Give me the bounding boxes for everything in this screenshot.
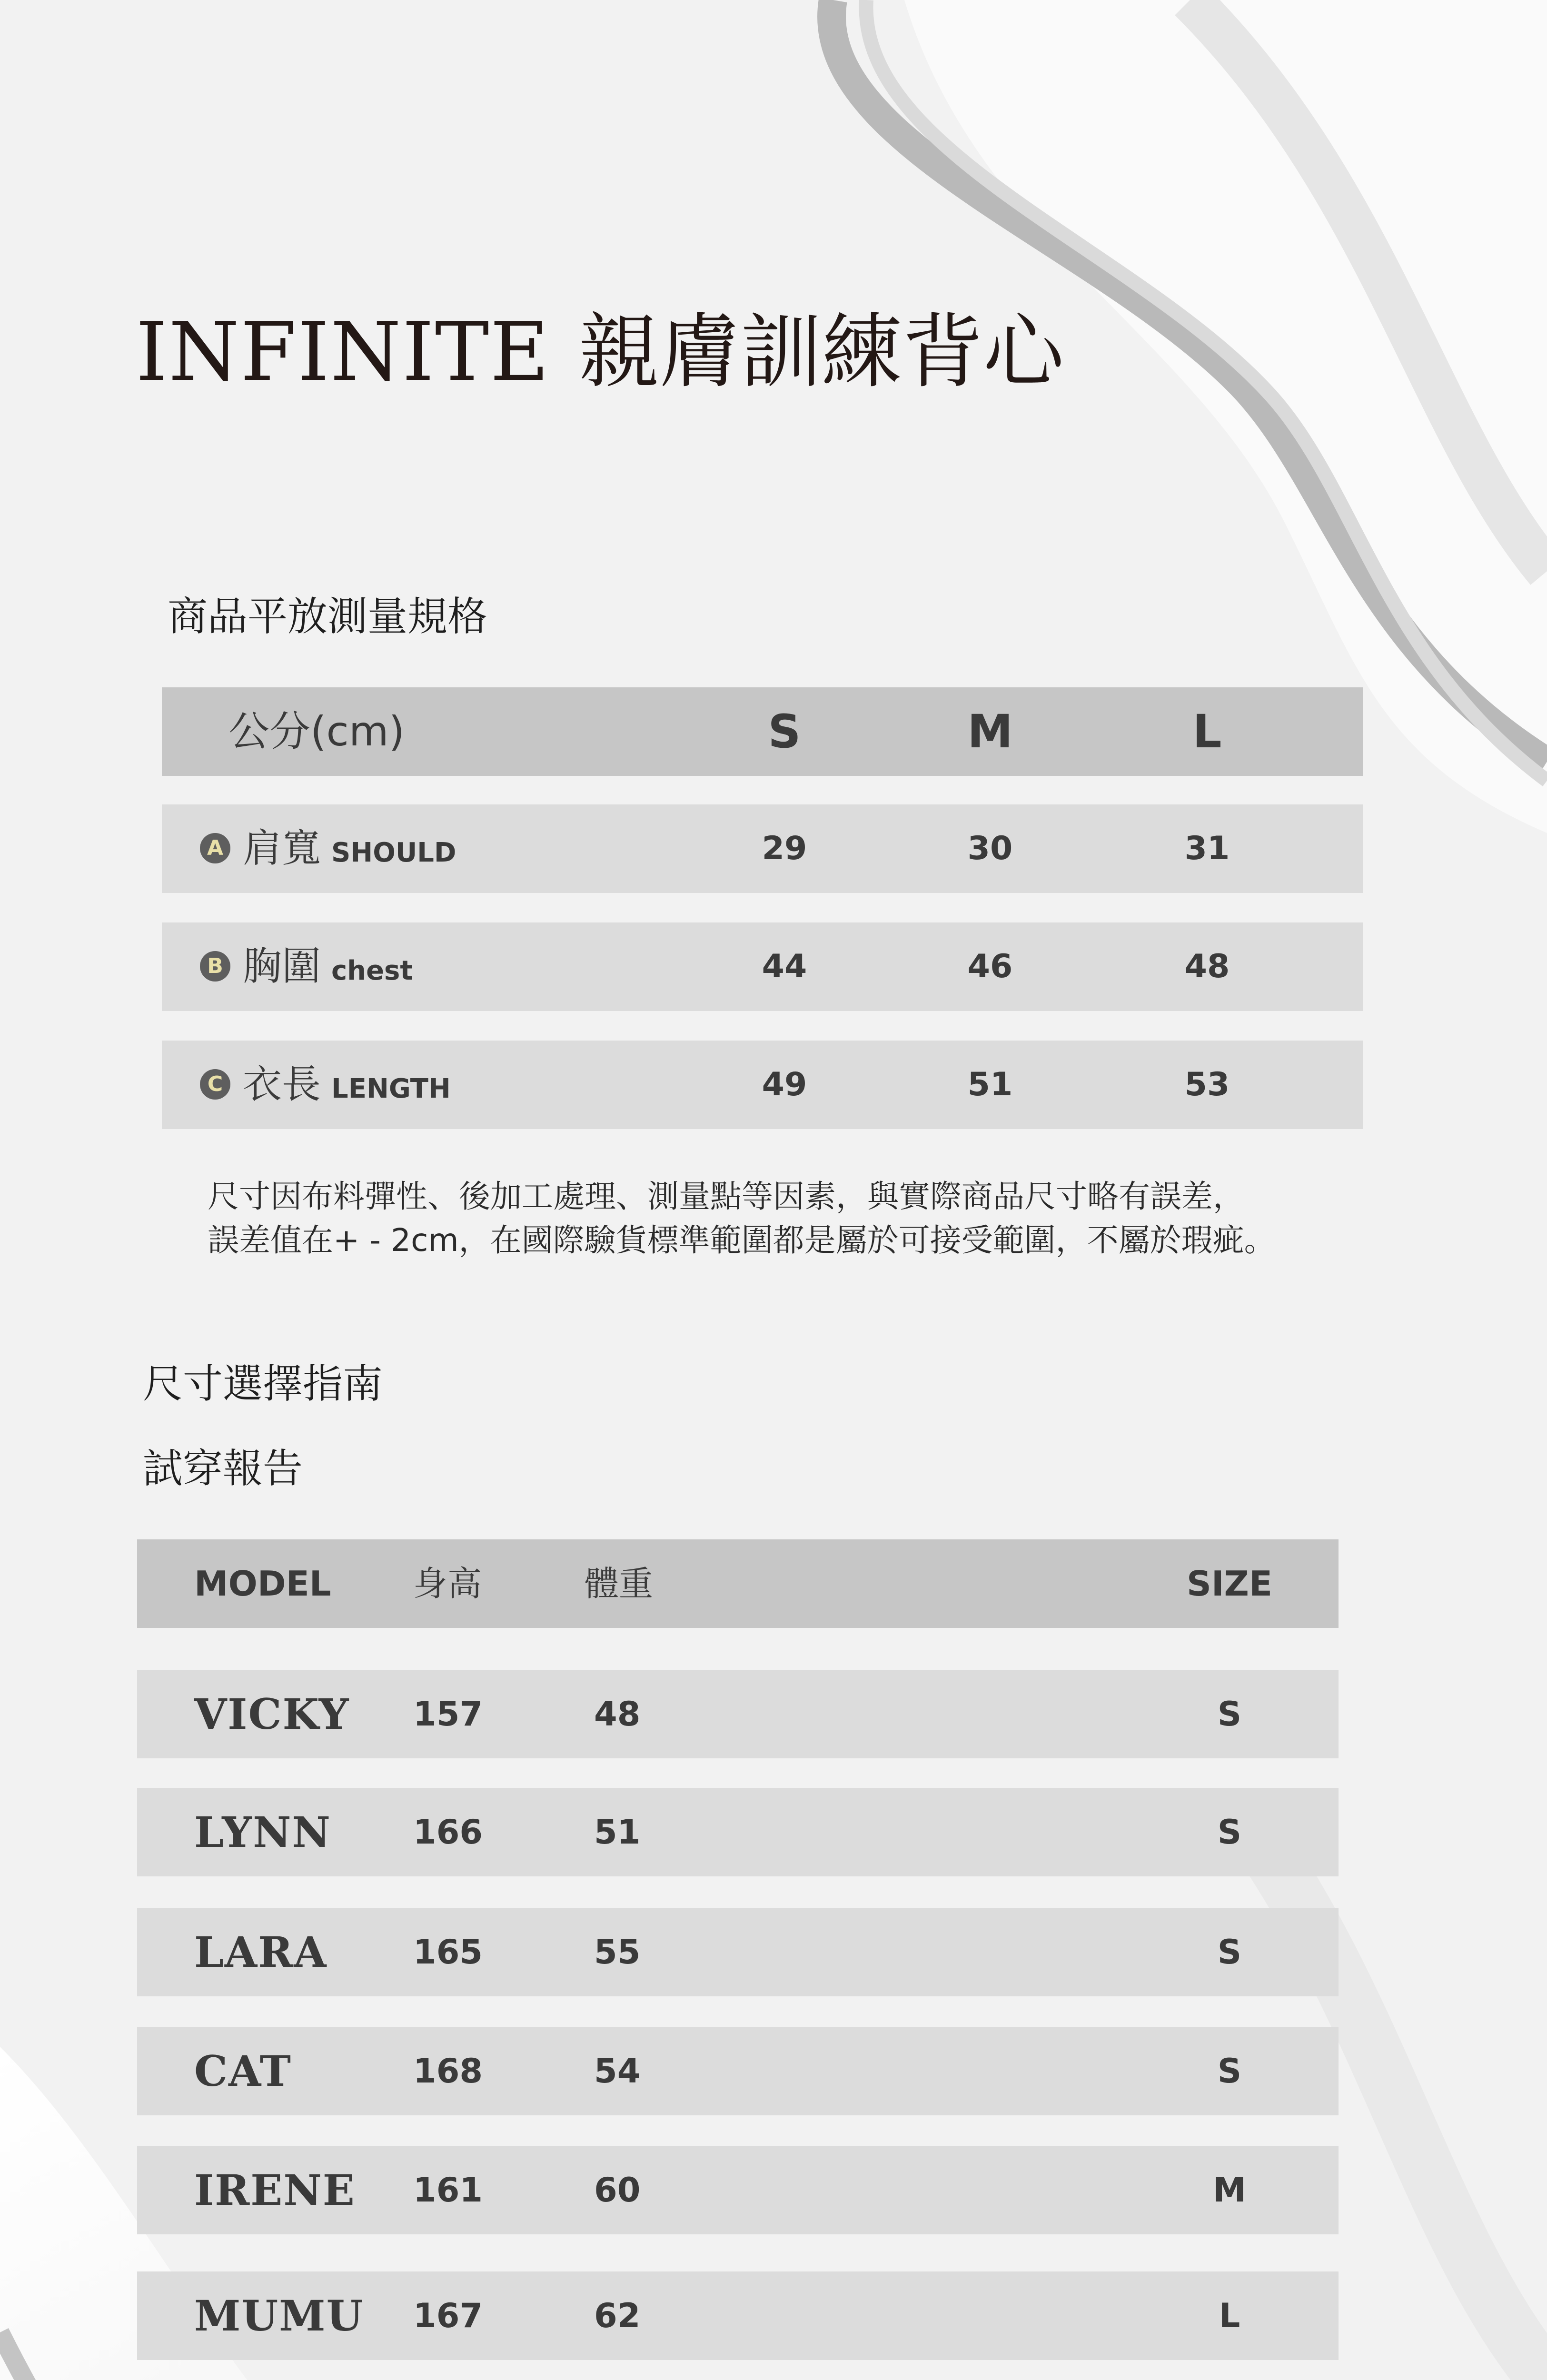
model-name: LARA bbox=[194, 1927, 327, 1977]
spec-label-en: chest bbox=[331, 955, 413, 986]
spec-value: 31 bbox=[1184, 830, 1230, 867]
spec-row-chest bbox=[162, 922, 1363, 1011]
model-height: 166 bbox=[413, 1813, 483, 1852]
model-size: S bbox=[1217, 1813, 1242, 1852]
model-height: 165 bbox=[413, 1933, 483, 1972]
size-header-l: L bbox=[1192, 705, 1222, 758]
spec-value: 51 bbox=[967, 1066, 1013, 1103]
spec-label-en: LENGTH bbox=[331, 1073, 451, 1104]
marker-a-icon: A bbox=[200, 833, 230, 863]
spec-value: 44 bbox=[762, 948, 807, 985]
model-name: VICKY bbox=[194, 1689, 350, 1739]
unit-label: 公分(cm) bbox=[228, 708, 405, 755]
model-weight: 51 bbox=[594, 1813, 641, 1852]
guide-heading: 尺寸選擇指南 bbox=[143, 1360, 383, 1407]
model-height: 157 bbox=[413, 1695, 483, 1734]
size-header-s: S bbox=[768, 705, 801, 758]
fitting-report-heading: 試穿報告 bbox=[143, 1445, 303, 1492]
spec-row-shoulder bbox=[162, 804, 1363, 893]
model-height: 167 bbox=[413, 2296, 483, 2335]
table-row bbox=[137, 1788, 1339, 1876]
spec-label-chest bbox=[200, 922, 413, 1011]
model-weight: 48 bbox=[594, 1695, 641, 1734]
model-size: L bbox=[1219, 2296, 1240, 2335]
model-name: LYNN bbox=[194, 1807, 331, 1857]
model-name: IRENE bbox=[194, 2165, 356, 2215]
col-size: SIZE bbox=[1186, 1564, 1273, 1604]
spec-label-zh: 肩寬 bbox=[243, 826, 321, 871]
spec-value: 48 bbox=[1184, 948, 1230, 985]
col-height: 身高 bbox=[413, 1564, 482, 1604]
table-row bbox=[137, 1670, 1339, 1758]
model-weight: 55 bbox=[594, 1933, 641, 1972]
product-title bbox=[136, 305, 1064, 400]
size-header-m: M bbox=[967, 705, 1013, 758]
spec-value: 46 bbox=[967, 948, 1013, 985]
model-size: M bbox=[1213, 2171, 1246, 2210]
spec-note bbox=[208, 1175, 1276, 1262]
product-title-en: INFINITE bbox=[136, 305, 550, 399]
table-row bbox=[137, 2027, 1339, 2115]
model-weight: 62 bbox=[594, 2296, 641, 2335]
spec-value: 30 bbox=[967, 830, 1013, 867]
model-height: 161 bbox=[413, 2171, 483, 2210]
col-weight: 體重 bbox=[585, 1564, 654, 1604]
model-name: MUMU bbox=[194, 2291, 364, 2340]
col-model: MODEL bbox=[194, 1564, 331, 1604]
model-size: S bbox=[1217, 1933, 1242, 1972]
spec-heading: 商品平放測量規格 bbox=[168, 593, 488, 640]
spec-label-length bbox=[200, 1041, 451, 1129]
spec-label-shoulder bbox=[200, 804, 456, 893]
table-row bbox=[137, 1908, 1339, 1996]
table-row bbox=[137, 2271, 1339, 2360]
spec-value: 29 bbox=[762, 830, 807, 867]
model-size: S bbox=[1217, 1695, 1242, 1734]
spec-note-line: 尺寸因布料彈性、後加工處理、測量點等因素，與實際商品尺寸略有誤差， bbox=[208, 1178, 1244, 1215]
model-weight: 54 bbox=[594, 2052, 641, 2091]
spec-header-row bbox=[162, 687, 1363, 776]
spec-value: 49 bbox=[762, 1066, 807, 1103]
model-size: S bbox=[1217, 2052, 1242, 2091]
spec-label-en: SHOULD bbox=[331, 837, 456, 868]
spec-row-length bbox=[162, 1041, 1363, 1129]
model-weight: 60 bbox=[594, 2171, 641, 2210]
spec-value: 53 bbox=[1184, 1066, 1230, 1103]
marker-c-icon: C bbox=[200, 1069, 230, 1100]
spec-label-zh: 衣長 bbox=[243, 1062, 321, 1107]
product-title-zh: 親膚訓練背心 bbox=[578, 305, 1064, 399]
table-row bbox=[137, 2146, 1339, 2234]
model-header-row bbox=[137, 1539, 1339, 1628]
model-name: CAT bbox=[194, 2046, 292, 2096]
model-height: 168 bbox=[413, 2052, 483, 2091]
spec-label-zh: 胸圍 bbox=[243, 944, 321, 989]
spec-note-line: 誤差值在+ - 2cm，在國際驗貨標準範圍都是屬於可接受範圍，不屬於瑕疵。 bbox=[208, 1222, 1276, 1259]
marker-b-icon: B bbox=[200, 951, 230, 982]
